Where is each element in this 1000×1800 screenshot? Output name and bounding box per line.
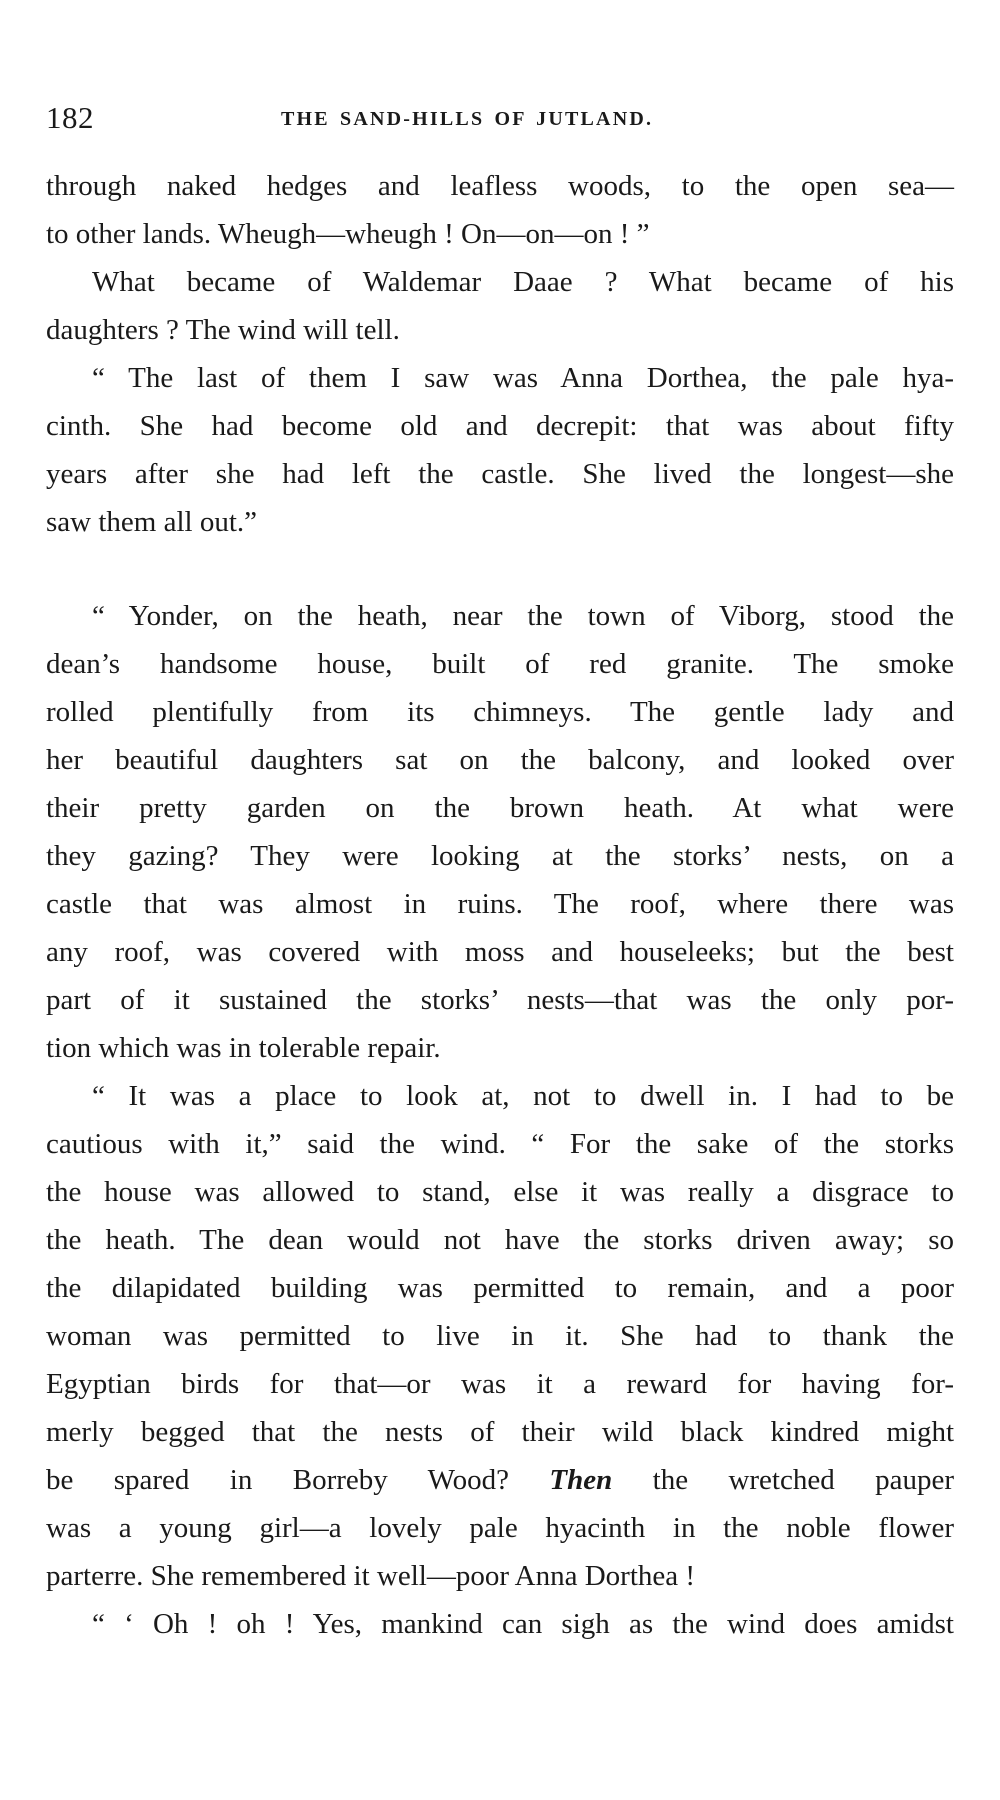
text-line: the heath. The dean would not have the storks driven away; so	[46, 1224, 954, 1256]
text-line: “ The last of them I saw was Anna Dorthea, the pale hya-	[92, 362, 954, 394]
text-line: “ ‘ Oh ! oh ! Yes, mankind can sigh as the wind does amidst	[92, 1608, 954, 1640]
section-break	[46, 546, 954, 592]
emphasized-word: Then	[549, 1464, 613, 1496]
running-head	[46, 98, 954, 138]
text-line: through naked hedges and leafless woods, to the open sea—	[46, 170, 954, 202]
text-fragment: be spared in Borreby Wood?	[46, 1464, 510, 1496]
running-title: THE SAND-HILLS OF JUTLAND.	[281, 108, 654, 130]
text-line: “ It was a place to look at, not to dwell in. I had to be	[92, 1080, 954, 1112]
page-number: 182	[46, 100, 94, 135]
text-line: to other lands. Wheugh—wheugh ! On—on—on ! ”	[46, 218, 650, 250]
text-line: Egyptian birds for that—or was it a reward for having for-	[46, 1368, 954, 1400]
text-line: cinth. She had become old and decrepit: that was about fifty	[46, 410, 954, 442]
text-line	[46, 1456, 954, 1504]
text-line: woman was permitted to live in it. She had to thank the	[46, 1320, 954, 1352]
text-line: “ Yonder, on the heath, near the town of Viborg, stood the	[92, 600, 954, 632]
text-line: daughters ? The wind will tell.	[46, 314, 400, 346]
text-line: the house was allowed to stand, else it was really a disgrace to	[46, 1176, 954, 1208]
text-line: parterre. She remembered it well—poor Anna Dorthea !	[46, 1560, 696, 1592]
text-line: rolled plentifully from its chimneys. The gentle lady and	[46, 696, 954, 728]
text-line: her beautiful daughters sat on the balcony, and looked over	[46, 744, 954, 776]
text-line: cautious with it,” said the wind. “ For the sake of the storks	[46, 1128, 954, 1160]
text-line: dean’s handsome house, built of red granite. The smoke	[46, 648, 954, 680]
text-line: castle that was almost in ruins. The roof, where there was	[46, 888, 954, 920]
text-line: saw them all out.”	[46, 506, 258, 538]
text-line: their pretty garden on the brown heath. At what were	[46, 792, 954, 824]
text-line: was a young girl—a lovely pale hyacinth in the noble flower	[46, 1512, 954, 1544]
text-line: they gazing? They were looking at the storks’ nests, on a	[46, 840, 954, 872]
text-line: What became of Waldemar Daae ? What became of his	[92, 266, 954, 298]
text-line: tion which was in tolerable repair.	[46, 1032, 441, 1064]
text-fragment: the wretched pauper	[652, 1464, 954, 1496]
text-line: years after she had left the castle. She lived the longest—she	[46, 458, 954, 490]
text-line: merly begged that the nests of their wild black kindred might	[46, 1416, 954, 1448]
text-line: the dilapidated building was permitted to remain, and a poor	[46, 1272, 954, 1304]
body-text	[46, 162, 954, 1648]
text-line: any roof, was covered with moss and houseleeks; but the best	[46, 936, 954, 968]
text-line: part of it sustained the storks’ nests—that was the only por-	[46, 984, 954, 1016]
